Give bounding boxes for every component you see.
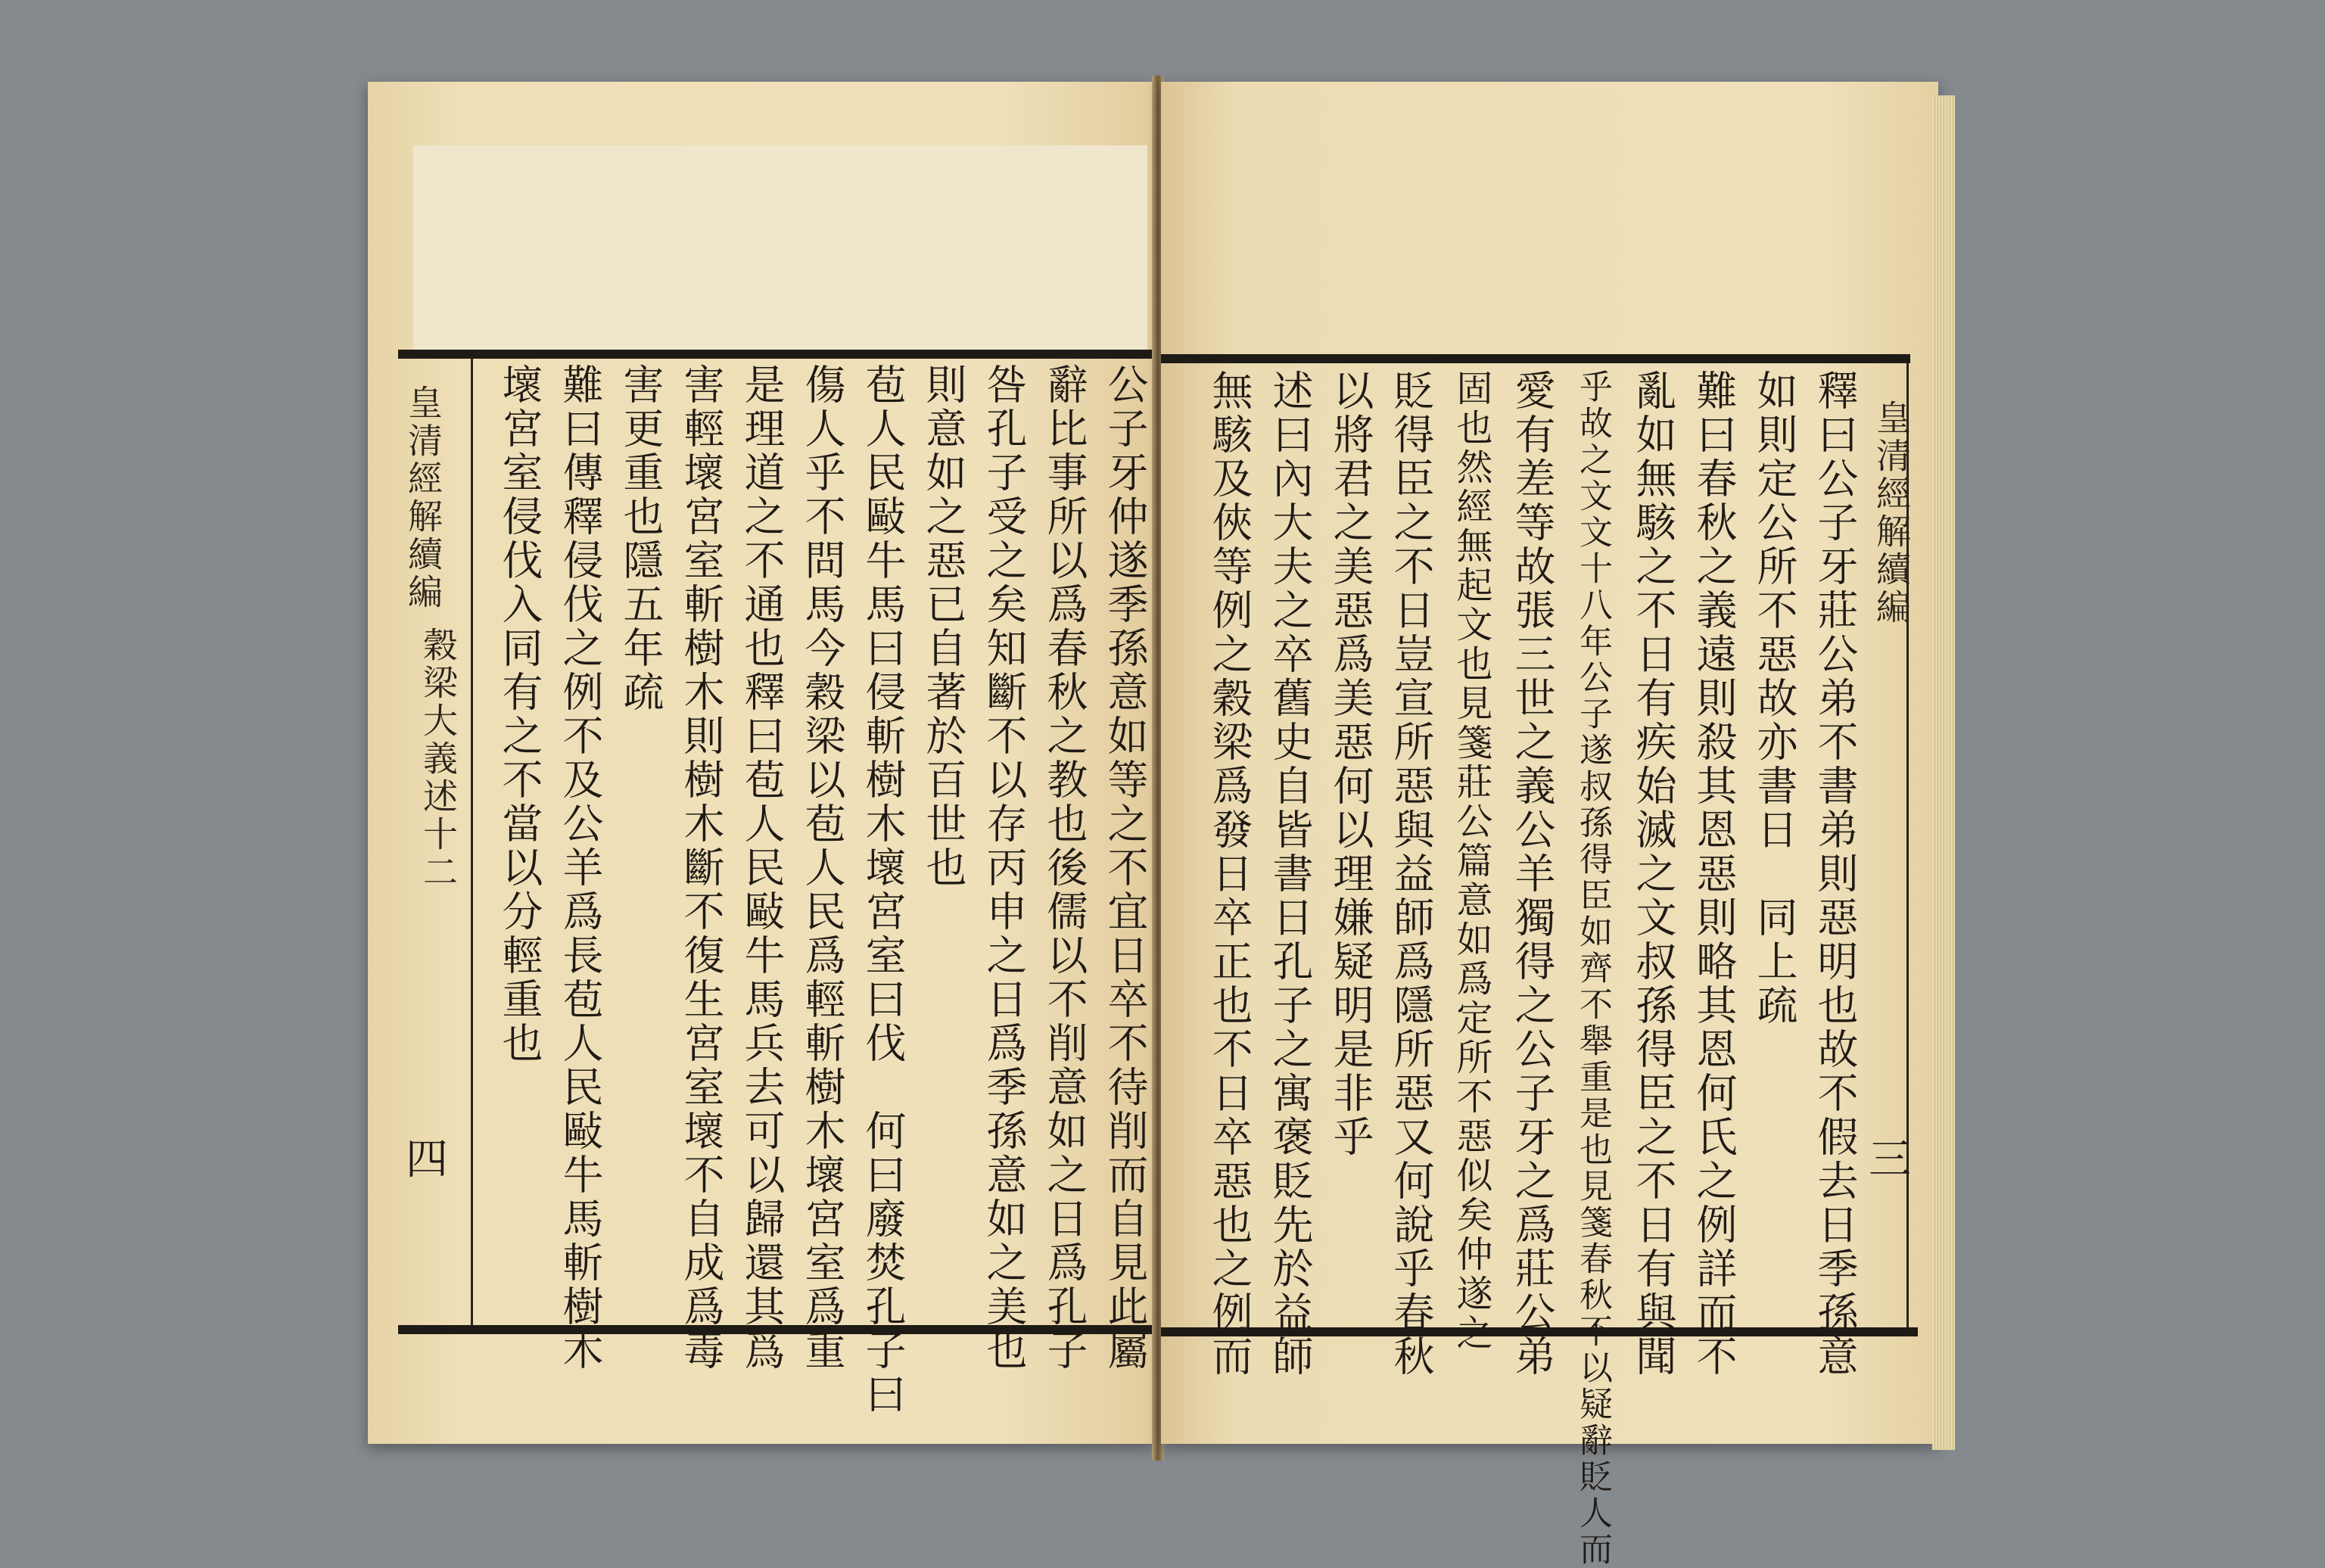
- right-margin-title: 皇清經解續編: [1871, 400, 1912, 627]
- left-col-11: 壞宮室侵伐入同有之不當以分輕重也: [496, 363, 543, 1066]
- left-page-number: 四: [406, 1135, 448, 1184]
- right-page: [1161, 82, 1938, 1568]
- right-col-10: 述曰內大夫之卒舊史自皆書日孔子之寓褒貶先於益師: [1266, 369, 1314, 1379]
- left-col-3: 咎孔子受之矣知斷不以存丙申之日爲季孫意如之美也: [980, 363, 1028, 1373]
- left-col-5: 苞人民敺牛馬曰侵斬樹木壞宮室曰伐 何曰廢焚孔子曰: [859, 363, 907, 1417]
- left-col-1: 公子牙仲遂季孫意如等之不宜日卒不待削而自見此屬: [1101, 363, 1149, 1373]
- left-col-8: 害輕壞宮室斬樹木則樹木斷不復生宮室壞不自成爲毒: [677, 363, 725, 1373]
- right-col-4: 亂如無駭之不日有疾始滅之文叔孫得臣之不日有與聞: [1629, 369, 1677, 1379]
- left-margin-title: 穀梁大義述十二: [418, 627, 459, 891]
- open-book: [368, 82, 1938, 1568]
- margin-line-left: [471, 359, 473, 1325]
- left-col-2: 辭比事所以爲春秋之教也後儒以不削意如之日爲孔子: [1041, 363, 1088, 1373]
- left-col-7: 是理道之不通也釋曰苞人民敺牛馬兵去可以歸還其爲: [738, 363, 786, 1373]
- right-col-8: 貶得臣之不日豈宣所惡與益師爲隱所惡又何說乎春秋: [1387, 369, 1435, 1379]
- right-col-11: 無駭及俠等例之穀梁爲發日卒正也不日卒惡也之例而: [1206, 369, 1253, 1379]
- left-col-4: 則意如之惡已自著於百世也: [920, 363, 967, 890]
- left-text-block: [481, 363, 1149, 1417]
- right-col-5: 乎故之文文十八年公子遂叔孫得臣如齊不舉重是也見箋春秋不以疑辭貶人而: [1573, 369, 1612, 1568]
- right-col-6: 愛有差等故張三世之義公羊獨得之公子牙之爲莊公弟: [1508, 369, 1556, 1379]
- top-rule-right: [1161, 354, 1910, 363]
- left-page: [368, 82, 1155, 1444]
- right-text-block: [1176, 369, 1859, 1568]
- left-running-title: 皇清經解續編: [403, 384, 444, 611]
- left-col-6: 傷人乎不問馬今穀梁以苞人民爲輕斬樹木壞宮室爲重: [798, 363, 846, 1373]
- right-col-2: 如則定公所不惡故亦書日 同上疏: [1751, 369, 1798, 1028]
- paper-patch: [413, 145, 1147, 350]
- top-rule-left: [398, 350, 1155, 359]
- page-edges: [1932, 95, 1955, 1450]
- left-col-10: 難曰傳釋侵伐之例不及公羊爲長苞人民敺牛馬斬樹木: [556, 363, 604, 1373]
- right-col-7: 固也然經無起文也見箋莊公篇意如爲定所不惡似矣仲遂之: [1450, 369, 1492, 1353]
- left-col-9: 害更重也隱五年疏: [617, 363, 665, 714]
- right-col-3: 難曰春秋之義遠則殺其恩惡則略其恩何氏之例詳而不: [1690, 369, 1738, 1379]
- right-page-number: 三: [1869, 1135, 1911, 1184]
- right-col-1: 釋曰公子牙莊公弟不書弟則惡明也故不假去日季孫意: [1811, 369, 1859, 1379]
- right-col-9: 以將君之美惡爲美惡何以理嫌疑明是非乎: [1327, 369, 1374, 1159]
